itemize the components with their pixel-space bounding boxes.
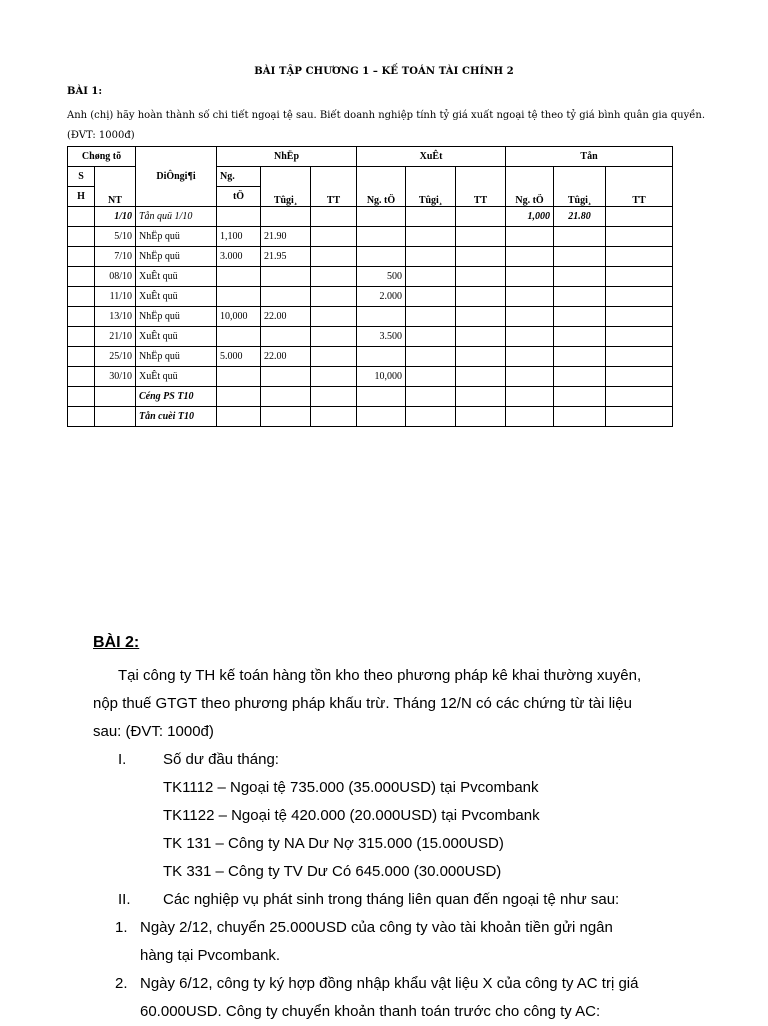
- table-row: [68, 247, 673, 267]
- header-sh-bottom: H: [68, 187, 95, 207]
- table-cell-nt: 21/10: [95, 327, 136, 347]
- table-cell-sh: [68, 387, 95, 407]
- table-cell-t-tg: [554, 227, 606, 247]
- table-cell-t-tg: [554, 367, 606, 387]
- table-cell-t-tt: [606, 267, 673, 287]
- table-cell-nt: 13/10: [95, 307, 136, 327]
- header-dien-giai: DiÔngi¶i: [136, 147, 217, 207]
- header-nhap-ngte-bottom: tÖ: [217, 187, 261, 207]
- table-cell-n-ng: 1,100: [217, 227, 261, 247]
- table-cell-nt: 7/10: [95, 247, 136, 267]
- table-cell-t-tg: [554, 347, 606, 367]
- table-cell-t-tt: [606, 407, 673, 427]
- table-cell-n-tg: 22.00: [261, 347, 311, 367]
- table-cell-t-tg: [554, 327, 606, 347]
- table-cell-n-tg: [261, 207, 311, 227]
- table-cell-dg: NhËp quü: [136, 347, 217, 367]
- header-nhap-ngte-top: Ng.: [217, 167, 261, 187]
- table-cell-n-ng: [217, 267, 261, 287]
- table-cell-x-tg: [406, 287, 456, 307]
- transaction-number: 1.: [115, 919, 128, 936]
- table-cell-nt: [95, 387, 136, 407]
- table-cell-sh: [68, 207, 95, 227]
- table-cell-x-tg: [406, 267, 456, 287]
- table-cell-t-tg: [554, 287, 606, 307]
- table-cell-n-ng: [217, 367, 261, 387]
- table-row: [68, 267, 673, 287]
- table-cell-t-tg: [554, 387, 606, 407]
- table-cell-nt: 5/10: [95, 227, 136, 247]
- table-cell-sh: [68, 287, 95, 307]
- table-cell-sh: [68, 307, 95, 327]
- section-1-heading: [93, 746, 683, 774]
- table-cell-x-tg: [406, 247, 456, 267]
- intro-line-1: Anh (chị) hãy hoàn thành số chi tiết ngoại tệ sau. Biết doanh nghiệp tính tỷ giá xuất ngoại tệ theo tỷ giá bình quân gia quyền.: [67, 110, 706, 121]
- para-line-3-text: sau: (ĐVT: 1000đ): [93, 723, 214, 740]
- section-2-heading: [93, 886, 683, 914]
- table-cell-t-tg: [554, 307, 606, 327]
- table-cell-x-tt: [456, 367, 506, 387]
- header-xuat-ngte: Ng. tÖ: [357, 167, 406, 207]
- table-cell-t-ng: [506, 267, 554, 287]
- table-row: [68, 407, 673, 427]
- transaction-text: Ngày 2/12, chuyển 25.000USD của công ty vào tài khoản tiền gửi ngân: [140, 919, 613, 936]
- table-row: [68, 367, 673, 387]
- table-cell-n-tt: [311, 227, 357, 247]
- ledger-body: [68, 207, 673, 427]
- table-cell-sh: [68, 227, 95, 247]
- exercise-2-body: [93, 662, 683, 1026]
- table-cell-n-tt: [311, 367, 357, 387]
- table-cell-t-tt: [606, 367, 673, 387]
- header-chung-tu: Chøng tõ: [68, 147, 136, 167]
- header-xuat: XuÊt: [357, 147, 506, 167]
- balance-text: TK 331 – Công ty TV Dư Có 645.000 (30.000USD): [163, 863, 502, 880]
- header-nt: NT: [95, 167, 136, 207]
- table-cell-x-ng: [357, 307, 406, 327]
- table-cell-n-tt: [311, 247, 357, 267]
- table-cell-sh: [68, 267, 95, 287]
- table-cell-n-tg: [261, 387, 311, 407]
- table-cell-n-tg: [261, 367, 311, 387]
- table-cell-t-ng: 1,000: [506, 207, 554, 227]
- table-cell-t-tt: [606, 227, 673, 247]
- table-cell-x-ng: 2.000: [357, 287, 406, 307]
- header-ton-tt: TT: [606, 167, 673, 207]
- table-cell-t-tt: [606, 307, 673, 327]
- table-cell-dg: NhËp quü: [136, 247, 217, 267]
- table-cell-t-tg: 21.80: [554, 207, 606, 227]
- table-cell-dg: XuÊt quü: [136, 287, 217, 307]
- table-cell-nt: 25/10: [95, 347, 136, 367]
- table-cell-dg: Tån cuèi T10: [136, 407, 217, 427]
- table-cell-n-tt: [311, 287, 357, 307]
- transaction-text: 60.000USD. Công ty chuyển khoản thanh toán trước cho công ty AC:: [140, 1003, 601, 1020]
- table-cell-t-ng: [506, 327, 554, 347]
- table-cell-n-tg: [261, 327, 311, 347]
- table-cell-n-ng: 3.000: [217, 247, 261, 267]
- table-row: [68, 327, 673, 347]
- table-cell-nt: 1/10: [95, 207, 136, 227]
- table-cell-nt: 11/10: [95, 287, 136, 307]
- para-line-1-text: Tại công ty TH kế toán hàng tồn kho theo phương pháp kê khai thường xuyên,: [118, 667, 642, 684]
- table-cell-n-tt: [311, 307, 357, 327]
- table-cell-t-ng: [506, 367, 554, 387]
- table-cell-x-tg: [406, 407, 456, 427]
- balance-item: [93, 774, 683, 802]
- table-cell-x-tg: [406, 327, 456, 347]
- exercise-1-intro: [67, 106, 707, 146]
- transaction-text: Ngày 6/12, công ty ký hợp đồng nhập khẩu vật liệu X của công ty AC trị giá: [140, 975, 639, 992]
- header-nhap-tt: TT: [311, 167, 357, 207]
- table-cell-dg: XuÊt quü: [136, 327, 217, 347]
- header-ton-ngte: Ng. tÖ: [506, 167, 554, 207]
- header-nhap: NhËp: [217, 147, 357, 167]
- table-cell-x-tt: [456, 387, 506, 407]
- table-cell-x-tt: [456, 247, 506, 267]
- table-row: [68, 227, 673, 247]
- table-cell-t-tg: [554, 247, 606, 267]
- table-cell-n-tt: [311, 267, 357, 287]
- table-row: [68, 347, 673, 367]
- table-cell-x-tg: [406, 307, 456, 327]
- table-cell-x-tg: [406, 367, 456, 387]
- table-cell-n-ng: [217, 287, 261, 307]
- table-cell-n-ng: [217, 327, 261, 347]
- foreign-currency-ledger-table: [67, 146, 673, 427]
- table-cell-t-tg: [554, 407, 606, 427]
- table-cell-x-tt: [456, 227, 506, 247]
- table-cell-t-tt: [606, 247, 673, 267]
- transaction-item-cont: [93, 942, 683, 970]
- table-cell-n-tg: 22.00: [261, 307, 311, 327]
- transaction-item-cont: [93, 998, 683, 1026]
- table-cell-n-tt: [311, 207, 357, 227]
- table-cell-dg: XuÊt quü: [136, 267, 217, 287]
- intro-line-2: (ĐVT: 1000đ): [67, 130, 135, 141]
- table-cell-x-tt: [456, 267, 506, 287]
- table-cell-x-tt: [456, 327, 506, 347]
- table-cell-dg: Tån quü 1/10: [136, 207, 217, 227]
- table-row: [68, 307, 673, 327]
- table-cell-x-tg: [406, 227, 456, 247]
- exercise-2-heading: BÀI 2:: [93, 634, 140, 651]
- table-row: [68, 387, 673, 407]
- table-cell-sh: [68, 407, 95, 427]
- balance-text: TK 131 – Công ty NA Dư Nợ 315.000 (15.000USD): [163, 835, 504, 852]
- table-cell-x-ng: [357, 387, 406, 407]
- header-nhap-tygia: Tûgi¸: [261, 167, 311, 207]
- section-2-number: II.: [118, 891, 131, 908]
- table-cell-n-ng: 10,000: [217, 307, 261, 327]
- table-cell-x-tg: [406, 207, 456, 227]
- table-cell-n-tt: [311, 407, 357, 427]
- transaction-item: [93, 914, 683, 942]
- table-cell-n-tg: [261, 287, 311, 307]
- header-sh-top: S: [68, 167, 95, 187]
- table-cell-x-tg: [406, 387, 456, 407]
- table-cell-t-ng: [506, 347, 554, 367]
- table-cell-t-tt: [606, 207, 673, 227]
- section-1-number: I.: [118, 751, 127, 768]
- table-cell-nt: [95, 407, 136, 427]
- table-cell-n-ng: [217, 207, 261, 227]
- para-line-1: [93, 662, 683, 690]
- table-cell-n-tt: [311, 347, 357, 367]
- table-cell-t-ng: [506, 247, 554, 267]
- table-cell-x-ng: [357, 407, 406, 427]
- section-2-title: Các nghiệp vụ phát sinh trong tháng liên quan đến ngoại tệ như sau:: [163, 891, 620, 908]
- table-cell-sh: [68, 347, 95, 367]
- transaction-text: hàng tại Pvcombank.: [140, 947, 281, 964]
- table-cell-x-tt: [456, 207, 506, 227]
- table-cell-sh: [68, 327, 95, 347]
- table-cell-dg: NhËp quü: [136, 307, 217, 327]
- table-cell-n-tg: [261, 407, 311, 427]
- section-1-title: Số dư đầu tháng:: [163, 751, 279, 768]
- table-cell-n-tg: 21.95: [261, 247, 311, 267]
- table-cell-x-tt: [456, 347, 506, 367]
- header-xuat-tygia: Tûgi¸: [406, 167, 456, 207]
- table-row: [68, 287, 673, 307]
- transaction-item: [93, 970, 683, 998]
- table-cell-x-tt: [456, 307, 506, 327]
- table-cell-x-tt: [456, 287, 506, 307]
- table-cell-n-tt: [311, 387, 357, 407]
- exercise-1-heading: BÀI 1:: [67, 86, 103, 97]
- table-cell-n-ng: 5.000: [217, 347, 261, 367]
- table-cell-t-tt: [606, 347, 673, 367]
- table-cell-x-tt: [456, 407, 506, 427]
- table-cell-sh: [68, 247, 95, 267]
- table-cell-sh: [68, 367, 95, 387]
- table-row: [68, 207, 673, 227]
- balance-text: TK1112 – Ngoại tệ 735.000 (35.000USD) tại Pvcombank: [163, 779, 539, 796]
- table-cell-n-ng: [217, 407, 261, 427]
- table-cell-n-tt: [311, 327, 357, 347]
- table-cell-n-ng: [217, 387, 261, 407]
- table-cell-x-ng: 10,000: [357, 367, 406, 387]
- table-cell-t-tt: [606, 387, 673, 407]
- table-cell-x-ng: [357, 347, 406, 367]
- table-cell-t-ng: [506, 287, 554, 307]
- balance-item: [93, 858, 683, 886]
- table-cell-x-ng: [357, 247, 406, 267]
- table-cell-dg: XuÊt quü: [136, 367, 217, 387]
- transaction-number: 2.: [115, 975, 128, 992]
- table-cell-t-tt: [606, 327, 673, 347]
- header-row-1: [68, 147, 673, 167]
- table-cell-x-ng: [357, 227, 406, 247]
- table-cell-n-tg: [261, 267, 311, 287]
- header-ton-tygia: Tûgi¸: [554, 167, 606, 207]
- table-cell-t-ng: [506, 387, 554, 407]
- table-cell-x-ng: 3.500: [357, 327, 406, 347]
- para-line-2-text: nộp thuế GTGT theo phương pháp khấu trừ. Tháng 12/N có các chứng từ tài liệu: [93, 695, 632, 712]
- header-ton: Tån: [506, 147, 673, 167]
- table-cell-t-tt: [606, 287, 673, 307]
- table-cell-x-ng: [357, 207, 406, 227]
- para-line-2: [93, 690, 683, 718]
- table-cell-t-ng: [506, 307, 554, 327]
- table-cell-nt: 08/10: [95, 267, 136, 287]
- document-title: BÀI TẬP CHƯƠNG 1 – KẾ TOÁN TÀI CHÍNH 2: [254, 66, 514, 77]
- table-cell-t-ng: [506, 227, 554, 247]
- table-cell-x-ng: 500: [357, 267, 406, 287]
- table-cell-n-tg: 21.90: [261, 227, 311, 247]
- balance-item: [93, 830, 683, 858]
- table-cell-x-tg: [406, 347, 456, 367]
- table-cell-dg: NhËp quü: [136, 227, 217, 247]
- table-cell-t-tg: [554, 267, 606, 287]
- table-cell-t-ng: [506, 407, 554, 427]
- table-cell-nt: 30/10: [95, 367, 136, 387]
- header-xuat-tt: TT: [456, 167, 506, 207]
- balance-text: TK1122 – Ngoại tệ 420.000 (20.000USD) tại Pvcombank: [163, 807, 540, 824]
- table-cell-dg: Céng PS T10: [136, 387, 217, 407]
- para-line-3: [93, 718, 683, 746]
- balance-item: [93, 802, 683, 830]
